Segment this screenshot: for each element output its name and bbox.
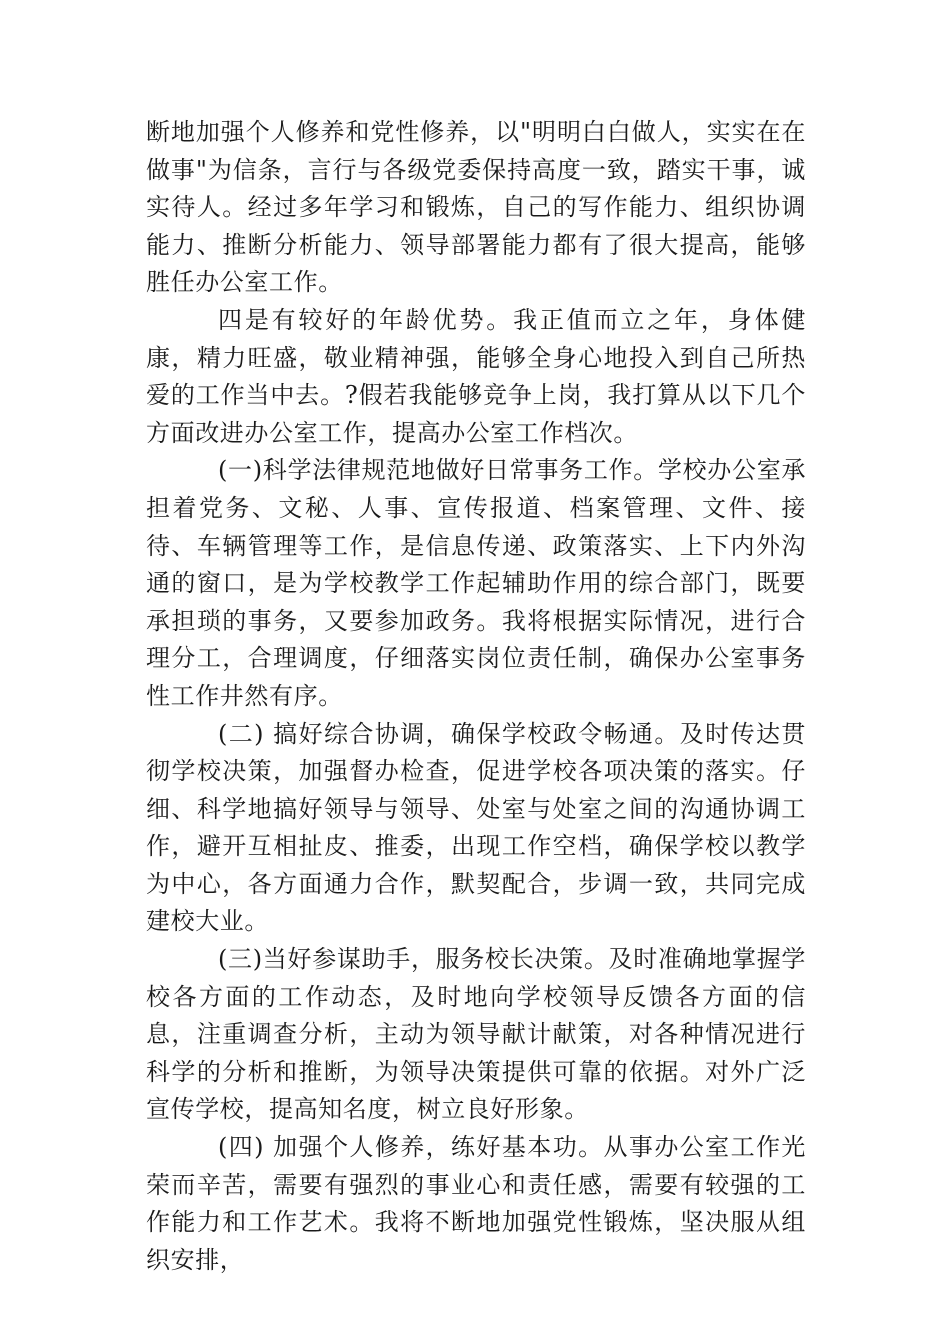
paragraph-age-advantage: 四是有较好的年龄优势。我正值而立之年，身体健康，精力旺盛，敬业精神强，能够全身心地投入到自己所热爱的工作当中去。?假若我能够竞争上岗，我打算从以下几个方面改进办公室工作，提高办公室工作档次。 bbox=[146, 305, 806, 447]
paragraph-item-4: (四) 加强个人修养，练好基本功。从事办公室工作光荣而辛苦，需要有强烈的事业心和责任感，需要有较强的工作能力和工作艺术。我将不断地加强党性锻炼，坚决服从组织安排， bbox=[146, 1133, 806, 1274]
paragraph-item-1: (一)科学法律规范地做好日常事务工作。学校办公室承担着党务、文秘、人事、宣传报道、档案管理、文件、接待、车辆管理等工作，是信息传递、政策落实、上下内外沟通的窗口，是为学校教学工作起辅助作用的综合部门，既要承担琐的事务，又要参加政务。我将根据实际情况，进行合理分工，合理调度，仔细落实岗位责任制，确保办公室事务性工作井然有序。 bbox=[146, 456, 806, 710]
paragraph-item-2: (二) 搞好综合协调，确保学校政令畅通。及时传达贯彻学校决策，加强督办检查，促进学校各项决策的落实。仔细、科学地搞好领导与领导、处室与处室之间的沟通协调工作，避开互相扯皮、推委，出现工作空档，确保学校以教学为中心，各方面通力合作，默契配合，步调一致，共同完成建校大业。 bbox=[146, 719, 806, 936]
document-body bbox=[146, 114, 806, 1279]
paragraph-continuation: 断地加强个人修养和党性修养，以"明明白白做人，实实在在做事"为信条，言行与各级党委保持高度一致，踏实干事，诚实待人。经过多年学习和锻炼，自己的写作能力、组织协调能力、推断分析能力、领导部署能力都有了很大提高，能够胜任办公室工作。 bbox=[146, 118, 806, 297]
paragraph-item-3: (三)当好参谋助手，服务校长决策。及时准确地掌握学校各方面的工作动态，及时地向学校领导反馈各方面的信息，注重调查分析，主动为领导献计献策，对各种情况进行科学的分析和推断，为领导决策提供可靠的依据。对外广泛宣传学校，提高知名度，树立良好形象。 bbox=[146, 945, 806, 1124]
